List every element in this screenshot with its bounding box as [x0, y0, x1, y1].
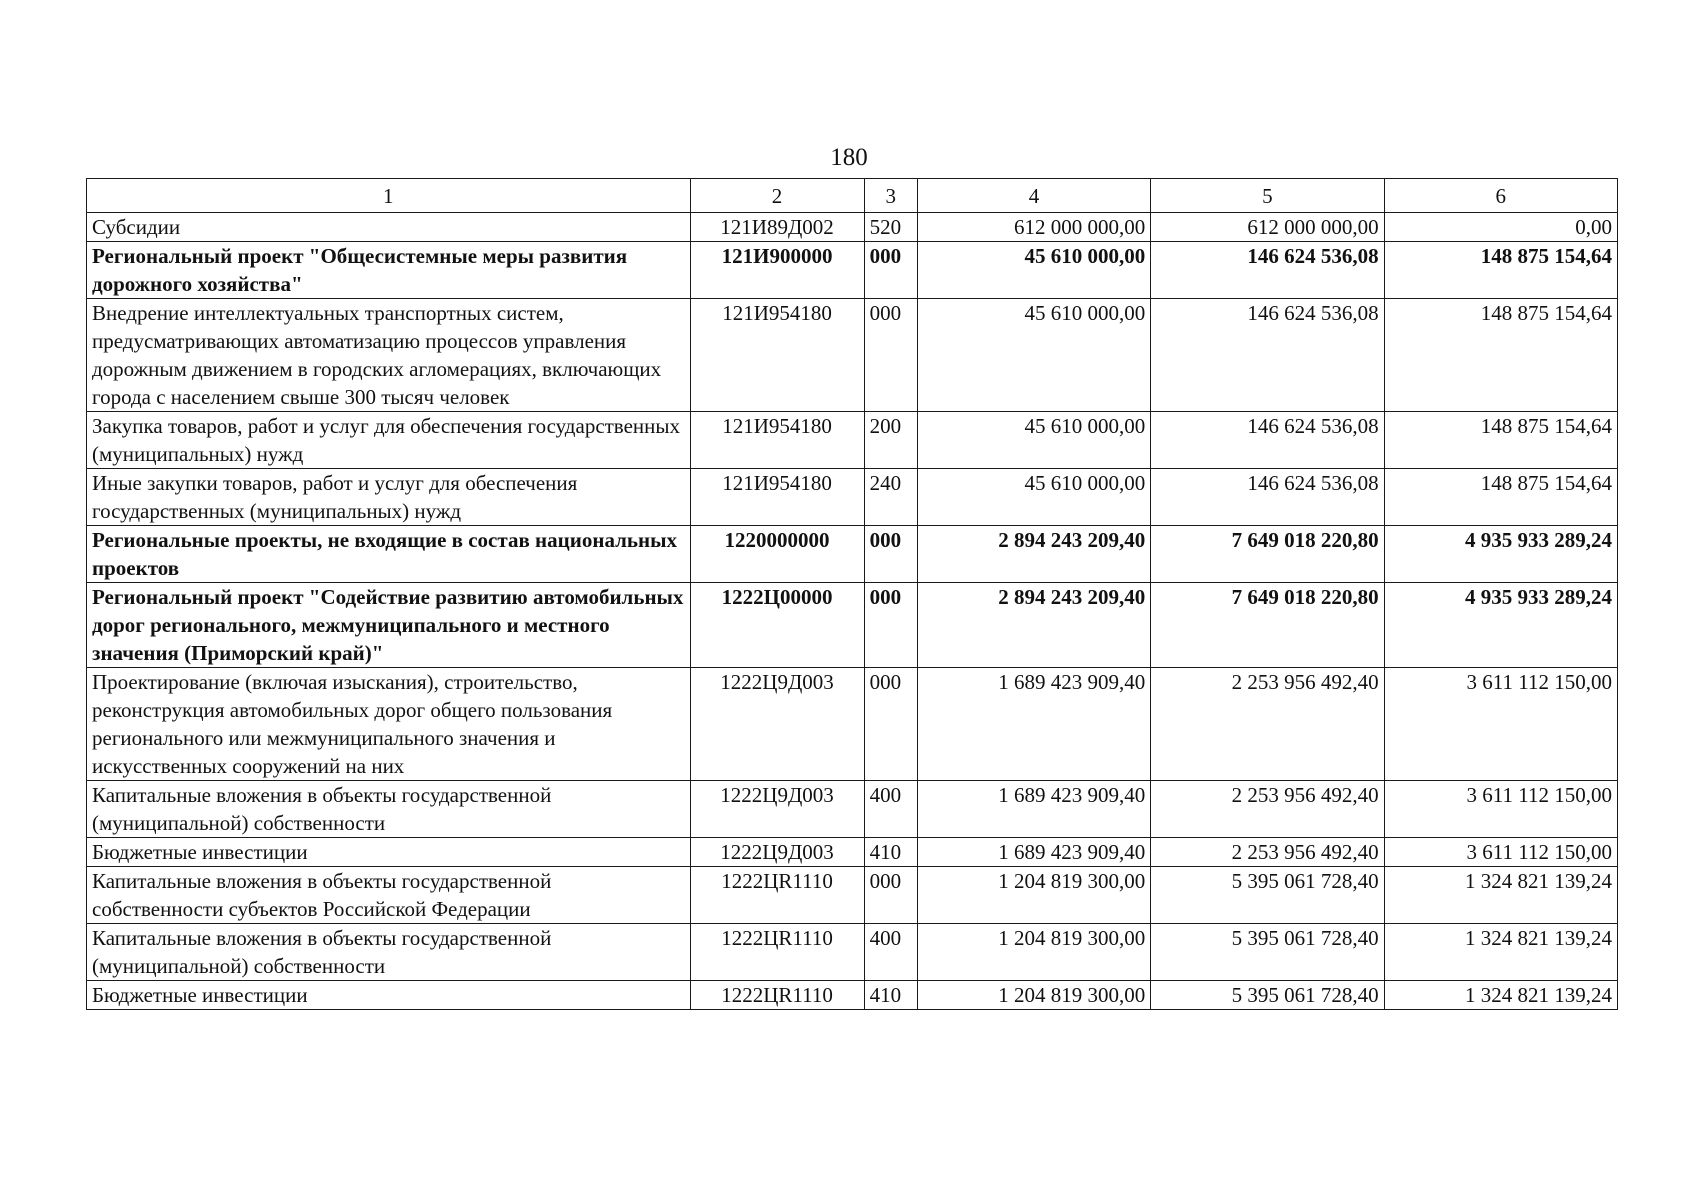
row-value-col4-cell: 2 894 243 209,40	[917, 583, 1150, 668]
row-code-cell: 1222Ц00000	[690, 583, 864, 668]
table-row	[87, 668, 1618, 781]
row-type-cell: 400	[864, 781, 917, 838]
header-cell-6: 6	[1384, 179, 1617, 213]
row-value-col6-cell: 3 611 112 150,00	[1384, 838, 1617, 867]
budget-table	[86, 178, 1618, 1010]
row-value-col5-cell: 7 649 018 220,80	[1151, 526, 1384, 583]
row-name-cell: Иные закупки товаров, работ и услуг для обеспечения государственных (муниципальных) нужд	[87, 469, 691, 526]
row-type-cell: 410	[864, 981, 917, 1010]
row-code-cell: 1222ЦR1110	[690, 981, 864, 1010]
row-name-cell: Региональные проекты, не входящие в состав национальных проектов	[87, 526, 691, 583]
row-value-col4-cell: 2 894 243 209,40	[917, 526, 1150, 583]
row-value-col6-cell: 1 324 821 139,24	[1384, 924, 1617, 981]
row-value-col6-cell: 4 935 933 289,24	[1384, 526, 1617, 583]
row-name-cell: Капитальные вложения в объекты государственной (муниципальной) собственности	[87, 924, 691, 981]
row-value-col6-cell: 1 324 821 139,24	[1384, 867, 1617, 924]
row-code-cell: 121И954180	[690, 299, 864, 412]
row-value-col4-cell: 45 610 000,00	[917, 299, 1150, 412]
table-row	[87, 583, 1618, 668]
row-name-cell: Капитальные вложения в объекты государственной (муниципальной) собственности	[87, 781, 691, 838]
row-name-cell: Бюджетные инвестиции	[87, 981, 691, 1010]
row-value-col4-cell: 45 610 000,00	[917, 412, 1150, 469]
row-value-col6-cell: 3 611 112 150,00	[1384, 668, 1617, 781]
header-row	[87, 179, 1618, 213]
row-type-cell: 400	[864, 924, 917, 981]
table-row	[87, 924, 1618, 981]
row-code-cell: 1222Ц9Д003	[690, 668, 864, 781]
row-type-cell: 240	[864, 469, 917, 526]
row-value-col6-cell: 4 935 933 289,24	[1384, 583, 1617, 668]
row-value-col6-cell: 3 611 112 150,00	[1384, 781, 1617, 838]
row-value-col5-cell: 612 000 000,00	[1151, 213, 1384, 242]
row-value-col5-cell: 146 624 536,08	[1151, 299, 1384, 412]
row-code-cell: 121И900000	[690, 242, 864, 299]
row-value-col5-cell: 5 395 061 728,40	[1151, 867, 1384, 924]
row-code-cell: 121И954180	[690, 412, 864, 469]
row-value-col6-cell: 0,00	[1384, 213, 1617, 242]
row-type-cell: 200	[864, 412, 917, 469]
row-name-cell: Региональный проект "Содействие развитию автомобильных дорог регионального, межмуниципального и местного значения (Приморский край)"	[87, 583, 691, 668]
table-row	[87, 838, 1618, 867]
table-row	[87, 469, 1618, 526]
row-value-col4-cell: 1 204 819 300,00	[917, 867, 1150, 924]
row-name-cell: Бюджетные инвестиции	[87, 838, 691, 867]
table-row	[87, 781, 1618, 838]
row-value-col4-cell: 1 689 423 909,40	[917, 838, 1150, 867]
header-cell-3: 3	[864, 179, 917, 213]
table-row	[87, 981, 1618, 1010]
row-value-col4-cell: 1 204 819 300,00	[917, 924, 1150, 981]
row-code-cell: 1222ЦR1110	[690, 867, 864, 924]
row-value-col6-cell: 1 324 821 139,24	[1384, 981, 1617, 1010]
row-value-col5-cell: 7 649 018 220,80	[1151, 583, 1384, 668]
row-value-col5-cell: 146 624 536,08	[1151, 469, 1384, 526]
table-row	[87, 242, 1618, 299]
row-type-cell: 410	[864, 838, 917, 867]
row-code-cell: 1222ЦR1110	[690, 924, 864, 981]
header-cell-5: 5	[1151, 179, 1384, 213]
row-value-col5-cell: 2 253 956 492,40	[1151, 838, 1384, 867]
row-type-cell: 000	[864, 867, 917, 924]
row-name-cell: Региональный проект "Общесистемные меры развития дорожного хозяйства"	[87, 242, 691, 299]
table-row	[87, 526, 1618, 583]
row-value-col4-cell: 1 689 423 909,40	[917, 668, 1150, 781]
table-row	[87, 412, 1618, 469]
row-code-cell: 121И89Д002	[690, 213, 864, 242]
row-value-col6-cell: 148 875 154,64	[1384, 299, 1617, 412]
row-value-col5-cell: 146 624 536,08	[1151, 242, 1384, 299]
row-code-cell: 1222Ц9Д003	[690, 838, 864, 867]
row-value-col4-cell: 1 204 819 300,00	[917, 981, 1150, 1010]
row-value-col6-cell: 148 875 154,64	[1384, 412, 1617, 469]
row-value-col5-cell: 2 253 956 492,40	[1151, 668, 1384, 781]
row-value-col6-cell: 148 875 154,64	[1384, 242, 1617, 299]
row-name-cell: Субсидии	[87, 213, 691, 242]
row-value-col5-cell: 5 395 061 728,40	[1151, 981, 1384, 1010]
row-value-col4-cell: 612 000 000,00	[917, 213, 1150, 242]
row-value-col5-cell: 2 253 956 492,40	[1151, 781, 1384, 838]
row-value-col4-cell: 45 610 000,00	[917, 469, 1150, 526]
table-row	[87, 213, 1618, 242]
header-cell-4: 4	[917, 179, 1150, 213]
row-code-cell: 1220000000	[690, 526, 864, 583]
row-value-col6-cell: 148 875 154,64	[1384, 469, 1617, 526]
table-body	[87, 213, 1618, 1010]
row-value-col4-cell: 45 610 000,00	[917, 242, 1150, 299]
row-code-cell: 1222Ц9Д003	[690, 781, 864, 838]
row-type-cell: 000	[864, 583, 917, 668]
row-value-col5-cell: 146 624 536,08	[1151, 412, 1384, 469]
table-row	[87, 867, 1618, 924]
row-name-cell: Проектирование (включая изыскания), строительство, реконструкция автомобильных дорог общего пользования регионального или межмуниципального значения и искусственных сооружений на них	[87, 668, 691, 781]
row-value-col4-cell: 1 689 423 909,40	[917, 781, 1150, 838]
row-name-cell: Капитальные вложения в объекты государственной собственности субъектов Российской Федерации	[87, 867, 691, 924]
row-name-cell: Закупка товаров, работ и услуг для обеспечения государственных (муниципальных) нужд	[87, 412, 691, 469]
row-type-cell: 520	[864, 213, 917, 242]
page-number: 180	[830, 144, 868, 171]
row-name-cell: Внедрение интеллектуальных транспортных систем, предусматривающих автоматизацию процессов управления дорожным движением в городских агломерациях, включающих города с населением свыше 300 тысяч человек	[87, 299, 691, 412]
header-cell-2: 2	[690, 179, 864, 213]
row-type-cell: 000	[864, 526, 917, 583]
row-type-cell: 000	[864, 668, 917, 781]
row-type-cell: 000	[864, 299, 917, 412]
row-code-cell: 121И954180	[690, 469, 864, 526]
table-row	[87, 299, 1618, 412]
row-type-cell: 000	[864, 242, 917, 299]
header-cell-1: 1	[87, 179, 691, 213]
row-value-col5-cell: 5 395 061 728,40	[1151, 924, 1384, 981]
